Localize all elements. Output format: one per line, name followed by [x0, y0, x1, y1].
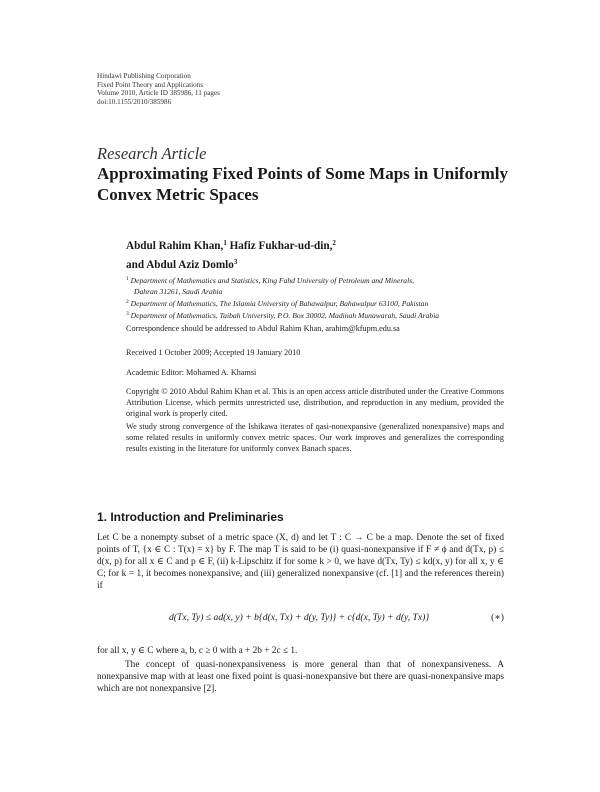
affil-text: Department of Mathematics, The Islamia University of Bahawalpur, Bahawalpur 63100, Pakistan [130, 299, 429, 308]
journal-header [97, 72, 397, 106]
author-name: Abdul Rahim Khan, [126, 240, 224, 252]
section-heading: 1. Introduction and Preliminaries [97, 510, 284, 524]
author-name: and Abdul Aziz Domlo [126, 259, 234, 271]
affil-number: 1 [126, 276, 129, 282]
affil-text: Department of Mathematics, Taibah University, P.O. Box 30002, Madinah Munawarah, Saudi Arabia [130, 311, 440, 320]
affiliation-3 [126, 309, 516, 321]
body-paragraph: The concept of quasi-nonexpansiveness is more general than that of nonexpansiveness. A nonexpansive map with at least one fixed point is quasi-nonexpansive but there are quasi-nonexpansive maps which are not nonexpansive [2]. [97, 660, 504, 695]
affiliations [126, 274, 516, 321]
affil-number: 2 [126, 299, 129, 305]
affil-text: Dahran 31261, Saudi Arabia [134, 287, 223, 296]
equation-label: (∗) [491, 612, 504, 623]
affiliation-1-cont [126, 286, 516, 297]
affil-text: Department of Mathematics and Statistics, King Fahd University of Petroleum and Minerals, [130, 276, 415, 285]
volume-line: Volume 2010, Article ID 385986, 11 pages [97, 89, 220, 98]
body-paragraph: Let C be a nonempty subset of a metric space (X, d) and let T : C → C be a map. Denote the set of fixed points of T, {x ∈ C : T(x) = x} by F. The map T is said to be (i) quasi-nonexpansive if F ≠ ϕ and d(Tx, p) ≤ d(x, p) for all x ∈ C and p ∈ F, (ii) k-Lipschitz if for some k > 0, we have d(Tx, Ty) ≤ kd(x, y) for all x, y ∈ C; for k = 1, it becomes nonexpansive, and (iii) generalized nonexpansive (cf. [1] and the references therein) if [97, 533, 504, 592]
received-dates: Received 1 October 2009; Accepted 19 January 2010 [126, 348, 301, 357]
author-list [126, 235, 506, 273]
equation [97, 612, 504, 626]
affil-marker: 1 [223, 239, 227, 247]
paper-title: Approximating Fixed Points of Some Maps in Uniformly Convex Metric Spaces [97, 164, 509, 204]
affil-marker: 2 [332, 239, 336, 247]
affil-marker: 3 [233, 258, 238, 266]
doi: doi:10.1155/2010/385986 [97, 97, 172, 106]
affil-number: 3 [126, 311, 129, 317]
equation-body: d(Tx, Ty) ≤ ad(x, y) + b{d(x, Tx) + d(y, Ty)} + c{d(x, Ty) + d(y, Tx)} [169, 612, 430, 623]
correspondence: Correspondence should be addressed to Abdul Rahim Khan, arahim@kfupm.edu.sa [126, 324, 400, 333]
academic-editor: Academic Editor: Mohamed A. Khamsi [126, 368, 257, 377]
author-name: Hafiz Fukhar-ud-din, [226, 240, 333, 252]
body-paragraph: for all x, y ∈ C where a, b, c ≥ 0 with a + 2b + 2c ≤ 1. [97, 646, 298, 656]
affiliation-2 [126, 297, 516, 309]
affiliation-1 [126, 274, 516, 286]
article-type: Research Article [97, 144, 207, 163]
copyright-notice: Copyright © 2010 Abdul Rahim Khan et al. This is an open access article distributed under the Creative Commons Attribution License, which permits unrestricted use, distribution, and reproduction in any medium, provided the original work is properly cited. [126, 387, 504, 418]
publisher: Hindawi Publishing Corporation [97, 72, 191, 80]
journal-name: Fixed Point Theory and Applications [97, 80, 204, 89]
abstract: We study strong convergence of the Ishikawa iterates of qasi-nonexpansive (generalized nonexpansive) maps and some related results in uniformly convex metric spaces. Our work improves and generalizes the corresponding results existing in the literature for uniformly convex Banach spaces. [126, 422, 504, 453]
